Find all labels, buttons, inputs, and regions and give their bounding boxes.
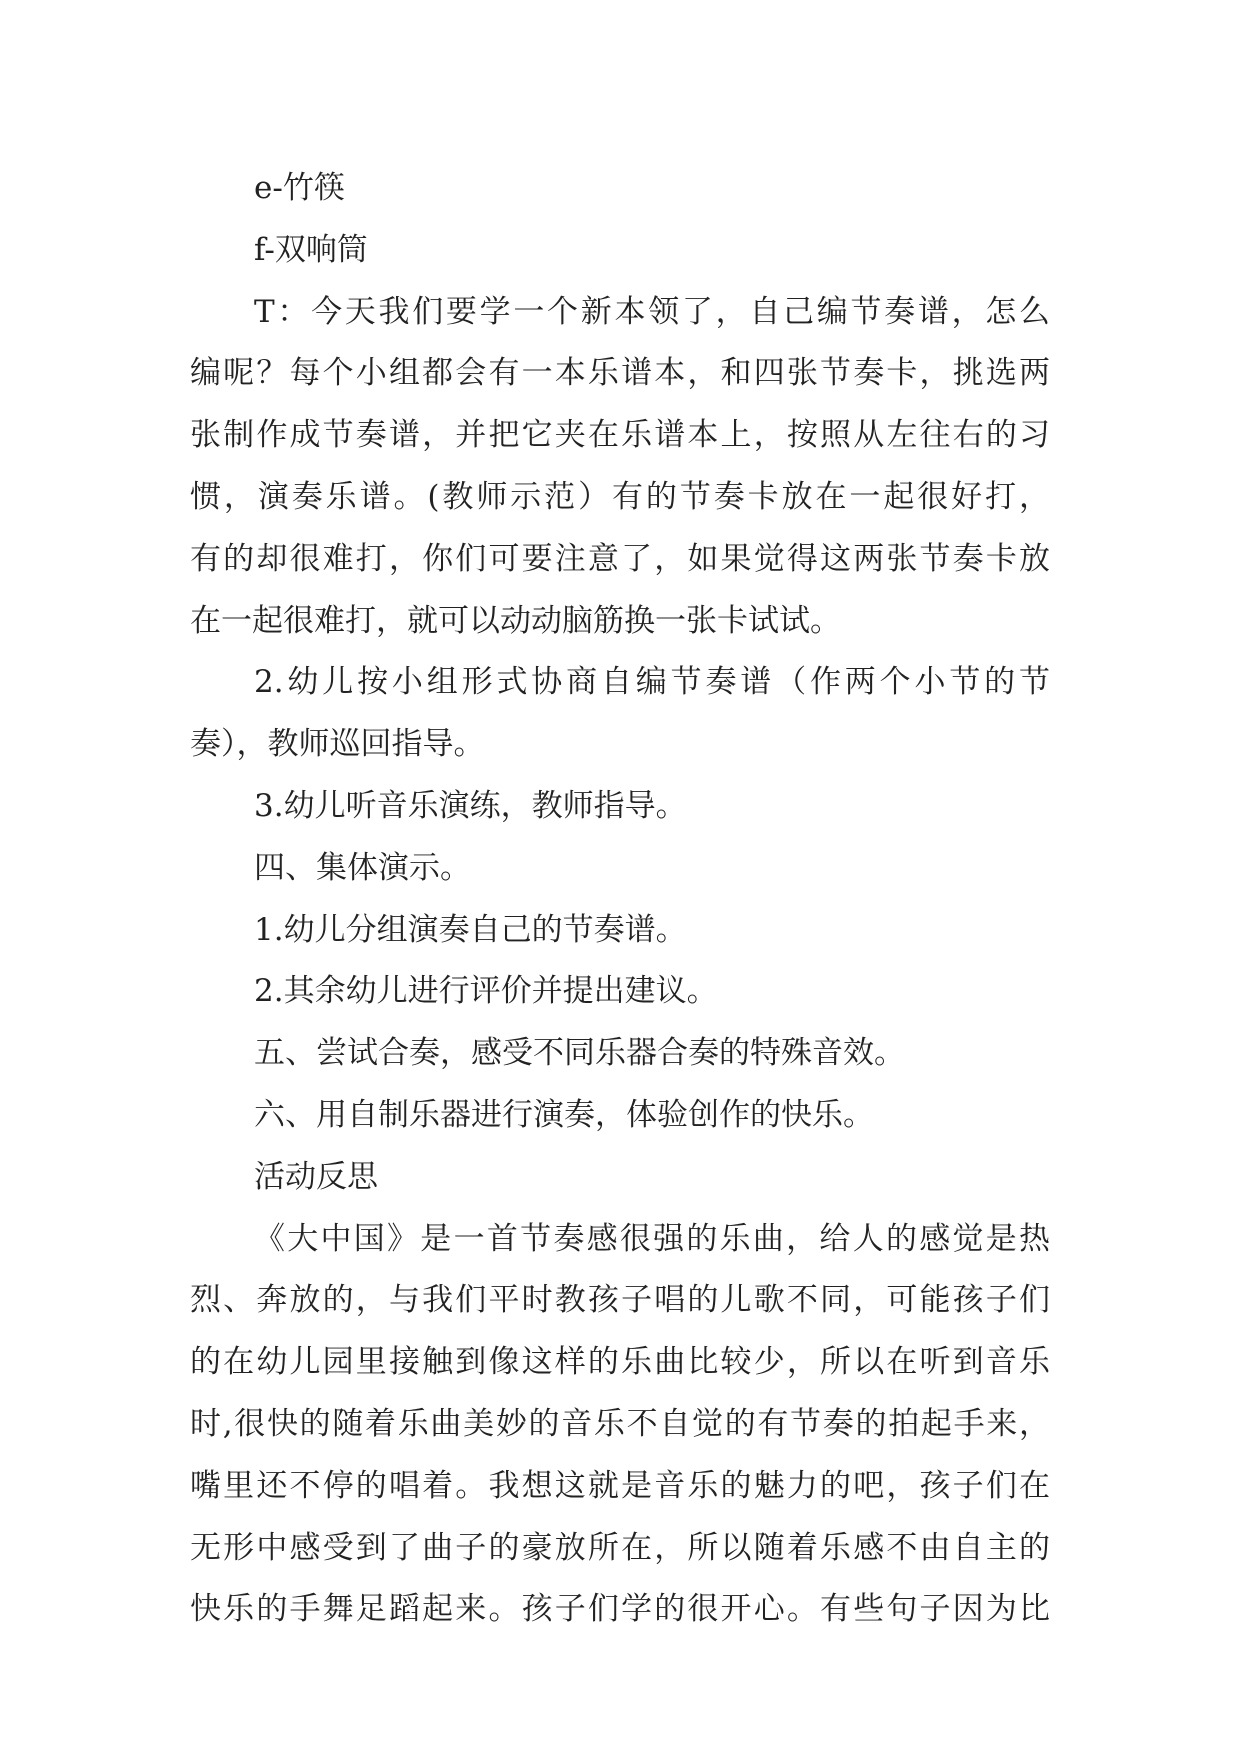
text-line: 奏），教师巡回指导。 xyxy=(190,726,485,763)
text-line: 2.其余幼儿进行评价并提出建议。 xyxy=(254,973,718,1010)
text-line: 张制作成节奏谱，并把它夹在乐谱本上，按照从左往右的习 xyxy=(190,417,1050,454)
text-line: 惯，演奏乐谱。(教师示范）有的节奏卡放在一起很好打， xyxy=(190,478,1050,515)
text-line: 3.幼儿听音乐演练，教师指导。 xyxy=(254,787,687,824)
text-line: 在一起很难打，就可以动动脑筋换一张卡试试。 xyxy=(190,602,841,639)
text-line: 烈、奔放的，与我们平时教孩子唱的儿歌不同，可能孩子们 xyxy=(190,1282,1050,1319)
text-line: 快乐的手舞足蹈起来。孩子们学的很开心。有些句子因为比 xyxy=(190,1591,1050,1628)
text-line: 编呢？每个小组都会有一本乐谱本，和四张节奏卡，挑选两 xyxy=(190,355,1050,392)
text-line: 活动反思 xyxy=(254,1158,378,1195)
text-line: 的在幼儿园里接触到像这样的乐曲比较少，所以在听到音乐 xyxy=(190,1344,1050,1381)
text-line: 五、尝试合奏，感受不同乐器合奏的特殊音效。 xyxy=(254,1035,905,1072)
text-line: 有的却很难打，你们可要注意了，如果觉得这两张节奏卡放 xyxy=(190,540,1050,577)
text-line: e-竹筷 xyxy=(254,170,345,206)
text-line: T：今天我们要学一个新本领了，自己编节奏谱，怎么 xyxy=(254,293,1050,330)
text-line: 《大中国》是一首节奏感很强的乐曲，给人的感觉是热 xyxy=(254,1220,1050,1257)
text-line: 四、集体演示。 xyxy=(254,849,471,886)
text-line: 嘴里还不停的唱着。我想这就是音乐的魅力的吧，孩子们在 xyxy=(190,1467,1050,1504)
text-line: 无形中感受到了曲子的豪放所在，所以随着乐感不由自主的 xyxy=(190,1529,1050,1566)
document-body xyxy=(190,158,1050,1641)
text-line: f-双响筒 xyxy=(254,231,368,268)
text-line: 六、用自制乐器进行演奏，体验创作的快乐。 xyxy=(254,1096,874,1133)
text-line: 2.幼儿按小组形式协商自编节奏谱（作两个小节的节 xyxy=(254,664,1050,701)
text-line: 时,很快的随着乐曲美妙的音乐不自觉的有节奏的拍起手来， xyxy=(190,1405,1050,1442)
text-line: 1.幼儿分组演奏自己的节奏谱。 xyxy=(254,911,687,948)
